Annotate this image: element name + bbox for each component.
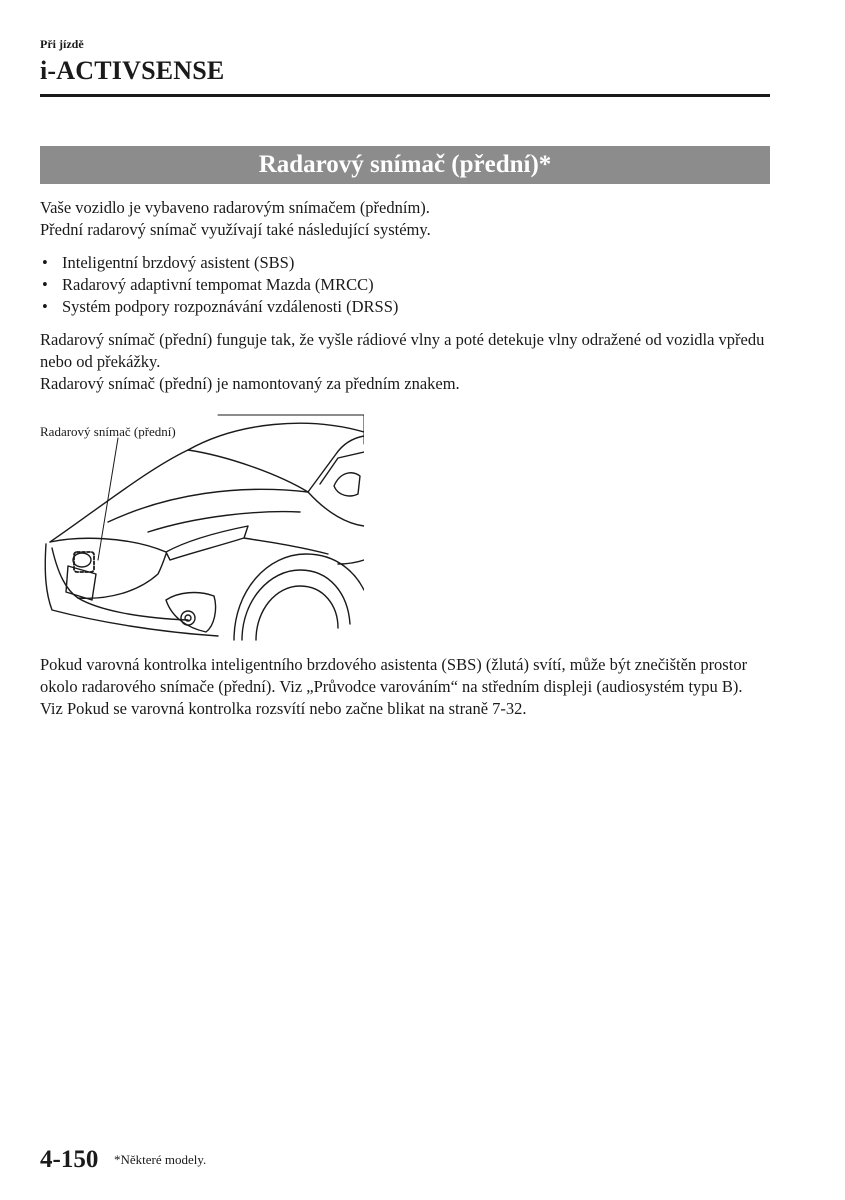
description-line-2: Radarový snímač (přední) je namontovaný za předním znakem. [40,374,460,393]
section-title: i-ACTIVSENSE [40,56,225,85]
list-item: • Inteligentní brzdový asistent (SBS) [40,252,398,274]
description-line-1: Radarový snímač (přední) funguje tak, že vyšle rádiové vlny a poté detekuje vlny odražené od vozidla vpředu nebo od překážky. [40,330,765,371]
description-text [40,329,780,395]
footnote: *Některé modely. [114,1152,207,1167]
warning-line-1: Pokud varovná kontrolka inteligentního brzdového asistenta (SBS) (žlutá) svítí, může být znečištěn prostor okolo radarového snímače (přední). Viz „Průvodce varováním“ na středním displeji (audiosystém typu B). [40,655,748,696]
warning-text [40,654,780,720]
intro-text [40,197,780,241]
chapter-label: Při jízdě [40,37,84,51]
figure-label: Radarový snímač (přední) [40,424,176,439]
list-item: • Systém podpory rozpoznávání vzdálenosti (DRSS) [40,296,398,318]
car-front-illustration [38,414,364,644]
header-rule [40,94,770,97]
page-number: 4-150 [40,1146,99,1173]
list-item: • Radarový adaptivní tempomat Mazda (MRCC) [40,274,398,296]
intro-line-2: Přední radarový snímač využívají také následující systémy. [40,220,431,239]
car-figure [38,414,364,644]
topic-heading: Radarový snímač (přední)* [40,146,770,184]
system-list [40,252,398,318]
intro-line-1: Vaše vozidlo je vybaveno radarovým snímačem (předním). [40,198,430,217]
warning-line-2: Viz Pokud se varovná kontrolka rozsvítí nebo začne blikat na straně 7-32. [40,699,527,718]
